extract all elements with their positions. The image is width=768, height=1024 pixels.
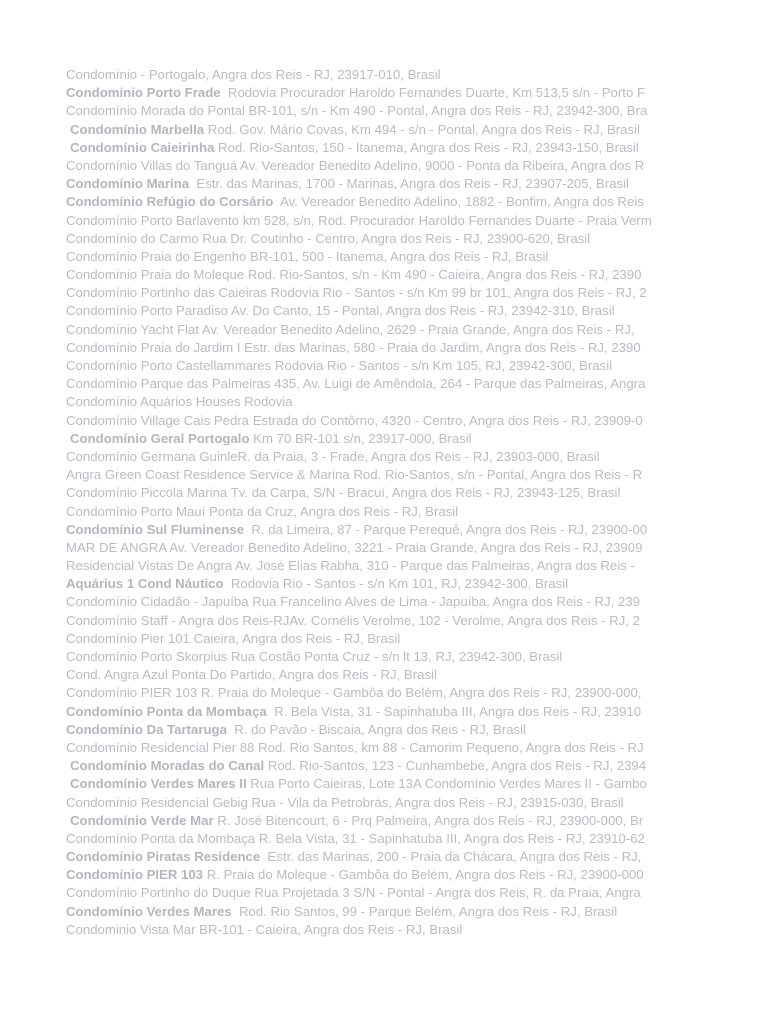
condominium-name: Condomínio Verde Mar bbox=[70, 812, 214, 828]
list-item bbox=[66, 630, 686, 648]
condominium-name: Condomínio Morada do Pontal bbox=[66, 103, 245, 119]
condominium-name: Condomínio Porto Castellammares bbox=[66, 358, 272, 373]
condominium-address: Ponta da Cruz, Angra dos Reis - RJ, Brasil bbox=[208, 503, 459, 519]
condominium-list bbox=[66, 66, 686, 939]
condominium-address: Rua Dr. Coutinho - Centro, Angra dos Reis - RJ, 23900-620, Brasil bbox=[202, 230, 591, 246]
list-item bbox=[66, 84, 686, 102]
condominium-address: km 528, s/n, Rod. Procurador Haroldo Fernandes Duarte - Praia Verm bbox=[242, 212, 652, 228]
condominium-name: Condomínio Porto Mauí bbox=[66, 503, 206, 519]
list-item bbox=[66, 703, 686, 721]
condominium-name: Condomínio Yacht Flat bbox=[66, 321, 199, 337]
condominium-name: Condomínio Marina bbox=[66, 176, 190, 192]
list-item bbox=[66, 612, 686, 630]
list-item bbox=[66, 212, 686, 230]
condominium-address: R. do Pavão - Biscaia, Angra dos Reis - RJ, Brasil bbox=[234, 721, 526, 737]
condominium-name: Condomínio Residencial Pier 88 bbox=[66, 739, 255, 755]
list-item bbox=[66, 593, 686, 611]
condominium-address: R. Praia do Moleque - Gambôa do Belém, Angra dos Reis - RJ, 23900-000, bbox=[200, 685, 642, 701]
list-item bbox=[66, 121, 686, 139]
condominium-name: Condomínio Parque das Palmeiras bbox=[66, 376, 271, 392]
condominium-name: Condomínio Verdes Mares bbox=[66, 903, 232, 919]
list-item bbox=[66, 684, 686, 702]
condominium-name: Condomínio Porto Frade bbox=[66, 85, 221, 101]
list-item bbox=[66, 448, 686, 466]
list-item bbox=[66, 157, 686, 175]
condominium-name: Angra Green Coast Residence Service & Marina bbox=[66, 467, 350, 483]
condominium-name: Condomínio Caieirinha bbox=[70, 139, 215, 155]
list-item bbox=[66, 102, 686, 120]
list-item bbox=[66, 139, 686, 157]
condominium-name: Condomínio Piratas Residence bbox=[66, 849, 261, 865]
condominium-name: Aquárius 1 Cond Náutico bbox=[66, 576, 224, 592]
list-item bbox=[66, 66, 686, 84]
condominium-address: Rod. Rio Santos, 99 - Parque Belém, Angra dos Reis - RJ, Brasil bbox=[238, 903, 618, 919]
condominium-address: Estr. das Marinas, 200 - Praia da Chácara, Angra dos Reis - RJ, bbox=[267, 849, 642, 865]
condominium-address: Rua Francelino Alves de Lima - Japuíba, Angra dos Reis - RJ, 239 bbox=[252, 594, 640, 610]
condominium-name: Condomínio do Carmo bbox=[66, 230, 199, 246]
condominium-name: Condomínio Germana Guinle bbox=[66, 448, 238, 464]
condominium-name: Condomínio Aquários Houses bbox=[66, 394, 241, 410]
condominium-name: Condomínio Ponta da Mombaça bbox=[66, 703, 267, 719]
condominium-name: Condomínio Portinho das Caieiras bbox=[66, 285, 267, 301]
condominium-name: Condomínio Piccola Marina bbox=[66, 485, 228, 501]
condominium-name: Condomínio Moradas do Canal bbox=[70, 758, 265, 774]
condominium-address: Rod. Rio-Santos, 150 - Itanema, Angra dos Reis - RJ, 23943-150, Brasil bbox=[218, 139, 639, 155]
condominium-address: Rodovia Rio - Santos - s/n Km 99 br 101, Angra dos Reis - RJ, 2 bbox=[270, 285, 647, 301]
condominium-name: Condomínio - Portogalo, bbox=[66, 67, 209, 82]
condominium-name: Condomínio Staff - Angra dos Reis-RJ bbox=[66, 612, 290, 628]
condominium-address: 435, Av. Luigi de Amêndola, 264 - Parque das Palmeiras, Angra bbox=[274, 376, 646, 392]
condominium-address: Av. Vereador Benedito Adelino, 1882 - Bonfim, Angra dos Reis bbox=[279, 194, 644, 210]
list-item bbox=[66, 321, 686, 339]
condominium-address: Estrada do Contôrno, 4320 - Centro, Angra dos Reis - RJ, 23909-0 bbox=[252, 412, 643, 428]
list-item bbox=[66, 757, 686, 775]
condominium-name: Condomínio Portinho do Duque bbox=[66, 885, 251, 901]
list-item bbox=[66, 503, 686, 521]
list-item bbox=[66, 521, 686, 539]
condominium-address: Rod. Rio-Santos, s/n - Km 490 - Caieira, Angra dos Reis - RJ, 2390 bbox=[247, 267, 642, 283]
condominium-name: Condomínio Porto Paradiso bbox=[66, 303, 229, 319]
list-item bbox=[66, 175, 686, 193]
list-item bbox=[66, 357, 686, 375]
list-item bbox=[66, 484, 686, 502]
condominium-address: R. Bela Vista, 31 - Sapinhatuba III, Angra dos Reis - RJ, 23910-62 bbox=[258, 830, 645, 846]
condominium-address: Estr. das Marinas, 580 - Praia do Jardim, Angra dos Reis - RJ, 2390 bbox=[244, 339, 641, 355]
list-item bbox=[66, 284, 686, 302]
condominium-name: Condomínio Ponta da Mombaça bbox=[66, 830, 256, 846]
list-item bbox=[66, 721, 686, 739]
condominium-address: Av. Vereador Benedito Adelino, 2629 - Praia Grande, Angra dos Reis - RJ, bbox=[201, 321, 635, 337]
list-item bbox=[66, 775, 686, 793]
condominium-address: Rod. Rio-Santos, s/n - Pontal, Angra dos Reis - R bbox=[353, 467, 643, 483]
condominium-address: Rod. Gov. Mário Covas, Km 494 - s/n - Pontal, Angra dos Reis - RJ, Brasil bbox=[207, 121, 640, 137]
list-item bbox=[66, 848, 686, 866]
list-item bbox=[66, 430, 686, 448]
list-item bbox=[66, 248, 686, 266]
list-item bbox=[66, 230, 686, 248]
list-item bbox=[66, 539, 686, 557]
condominium-address: R. Bela Vista, 31 - Sapinhatuba III, Angra dos Reis - RJ, 23910 bbox=[274, 703, 642, 719]
condominium-address: Rodovia Rio - Santos - s/n Km 101, RJ, 23942-300, Brasil bbox=[230, 576, 569, 592]
condominium-name: Condomínio Sul Fluminense bbox=[66, 521, 245, 537]
condominium-name: Condomínio Residencial Gebig bbox=[66, 794, 248, 810]
list-item bbox=[66, 903, 686, 921]
condominium-name: Condomínio Village Cais Pedra bbox=[66, 412, 250, 428]
list-item bbox=[66, 339, 686, 357]
condominium-name: Condomínio Porto Barlavento bbox=[66, 212, 240, 228]
condominium-name: Condomínio Pier 101 bbox=[66, 630, 190, 646]
list-item bbox=[66, 375, 686, 393]
condominium-address: Rodovia Procurador Haroldo Fernandes Duarte, Km 513,5 s/n - Porto F bbox=[227, 85, 645, 101]
condominium-address: Rua Porto Caieiras, Lote 13A Condomínio Verdes Mares II - Gambo bbox=[250, 776, 647, 792]
condominium-address: Ponta Do Partido, Angra dos Reis - RJ, Brasil bbox=[171, 667, 437, 683]
condominium-name: Condomínio Praia do Moleque bbox=[66, 267, 245, 283]
list-item bbox=[66, 884, 686, 902]
list-item bbox=[66, 666, 686, 684]
condominium-name: Condomínio Marbella bbox=[70, 121, 205, 137]
condominium-address: BR-101, 500 - Itanema, Angra dos Reis - RJ, Brasil bbox=[250, 248, 549, 264]
condominium-address: Km 70 BR-101 s/n, 23917-000, Brasil bbox=[253, 430, 472, 446]
condominium-name: Condomínio Cidadão - Japuíba bbox=[66, 594, 249, 610]
condominium-address: R. José Bitencourt, 6 - Prq Palmeira, Angra dos Reis - RJ, 23900-000, Br bbox=[217, 812, 644, 828]
condominium-address: Caieira, Angra dos Reis - RJ, Brasil bbox=[193, 630, 401, 646]
condominium-name: MAR DE ANGRA bbox=[66, 539, 167, 555]
condominium-name: Cond. Angra Azul bbox=[66, 667, 168, 683]
condominium-address: BR-101, s/n - Km 490 - Pontal, Angra dos Reis - RJ, 23942-300, Bra bbox=[248, 103, 648, 119]
list-item bbox=[66, 393, 686, 411]
condominium-name: Condomínio Praia do Engenho bbox=[66, 248, 247, 264]
condominium-address: Av. Cornélis Verolme, 102 - Verolme, Angra dos Reis - RJ, 2 bbox=[289, 612, 640, 628]
condominium-address: Av. Vereador Benedito Adelino, 3221 - Praia Grande, Angra dos Reis - RJ, 23909 bbox=[169, 539, 643, 555]
condominium-address: Rodovia bbox=[244, 394, 293, 410]
condominium-address: Av. José Elias Rabha, 310 - Parque das Palmeiras, Angra dos Reis - bbox=[235, 558, 635, 574]
condominium-address: R. Praia do Moleque - Gambôa do Belém, Angra dos Reis - RJ, 23900-000 bbox=[206, 867, 644, 883]
list-item bbox=[66, 466, 686, 484]
condominium-name: Condomínio PIER 103 bbox=[66, 867, 204, 883]
condominium-name: Condomínio PIER 103 bbox=[66, 685, 198, 701]
condominium-name: Residencial Vistas De Angra bbox=[66, 558, 233, 574]
list-item bbox=[66, 648, 686, 666]
condominium-address: R. da Praia, 3 - Frade, Angra dos Reis - RJ, 23903-000, Brasil bbox=[237, 448, 600, 464]
condominium-address: Rodovia Rio - Santos - s/n Km 105, RJ, 23942-300, Brasil bbox=[274, 358, 613, 373]
condominium-name: Condomínio Geral Portogalo bbox=[70, 430, 250, 446]
condominium-address: Rod. Rio Santos, km 88 - Camorim Pequeno, Angra dos Reis - RJ bbox=[258, 739, 644, 755]
list-item bbox=[66, 193, 686, 211]
list-item bbox=[66, 266, 686, 284]
list-item bbox=[66, 302, 686, 320]
condominium-address: BR-101 - Caieira, Angra dos Reis - RJ, Brasil bbox=[199, 921, 463, 937]
condominium-name: Condomínio Da Tartaruga bbox=[66, 721, 227, 737]
condominium-address: Av. Vereador Benedito Adelino, 9000 - Ponta da Ribeira, Angra dos R bbox=[240, 157, 645, 173]
list-item bbox=[66, 739, 686, 757]
list-item bbox=[66, 557, 686, 575]
condominium-address: Av. Do Canto, 15 - Pontal, Angra dos Reis - RJ, 23942-310, Brasil bbox=[230, 303, 615, 319]
condominium-name: Condomínio Praia do Jardim I bbox=[66, 339, 241, 355]
condominium-name: Condomínio Verdes Mares II bbox=[70, 776, 247, 792]
list-item bbox=[66, 575, 686, 593]
condominium-name: Condomínio Refúgio do Corsário bbox=[66, 194, 274, 210]
list-item bbox=[66, 830, 686, 848]
condominium-address: Rua - Vila da Petrobrás, Angra dos Reis - RJ, 23915-030, Brasil bbox=[251, 794, 624, 810]
list-item bbox=[66, 921, 686, 939]
condominium-address: R. da Limeira, 87 - Parque Perequê, Angra dos Reis - RJ, 23900-00 bbox=[251, 521, 648, 537]
condominium-address: Estr. das Marinas, 1700 - Marinas, Angra dos Reis - RJ, 23907-205, Brasil bbox=[196, 176, 629, 192]
condominium-address: Rua Projetada 3 S/N - Pontal - Angra dos Reis, R. da Praia, Angra bbox=[254, 885, 641, 901]
list-item bbox=[66, 794, 686, 812]
condominium-address: Tv. da Carpa, S/N - Bracuí, Angra dos Reis - RJ, 23943-125, Brasil bbox=[230, 485, 621, 501]
condominium-address: Rua Costão Ponta Cruz - s/n lt 13, RJ, 23942-300, Brasil bbox=[230, 649, 563, 664]
condominium-name: Condominio Vista Mar bbox=[66, 921, 196, 937]
condominium-address: Rod. Rio-Santos, 123 - Cunhambebe, Angra dos Reis - RJ, 2394 bbox=[267, 758, 647, 774]
condominium-address: Angra dos Reis - RJ, 23917-010, Brasil bbox=[211, 67, 441, 82]
list-item bbox=[66, 866, 686, 884]
list-item bbox=[66, 812, 686, 830]
condominium-name: Condomínio Villas do Tanguá bbox=[66, 157, 238, 173]
condominium-name: Condomínio Porto Skorpius bbox=[66, 649, 228, 664]
list-item bbox=[66, 412, 686, 430]
